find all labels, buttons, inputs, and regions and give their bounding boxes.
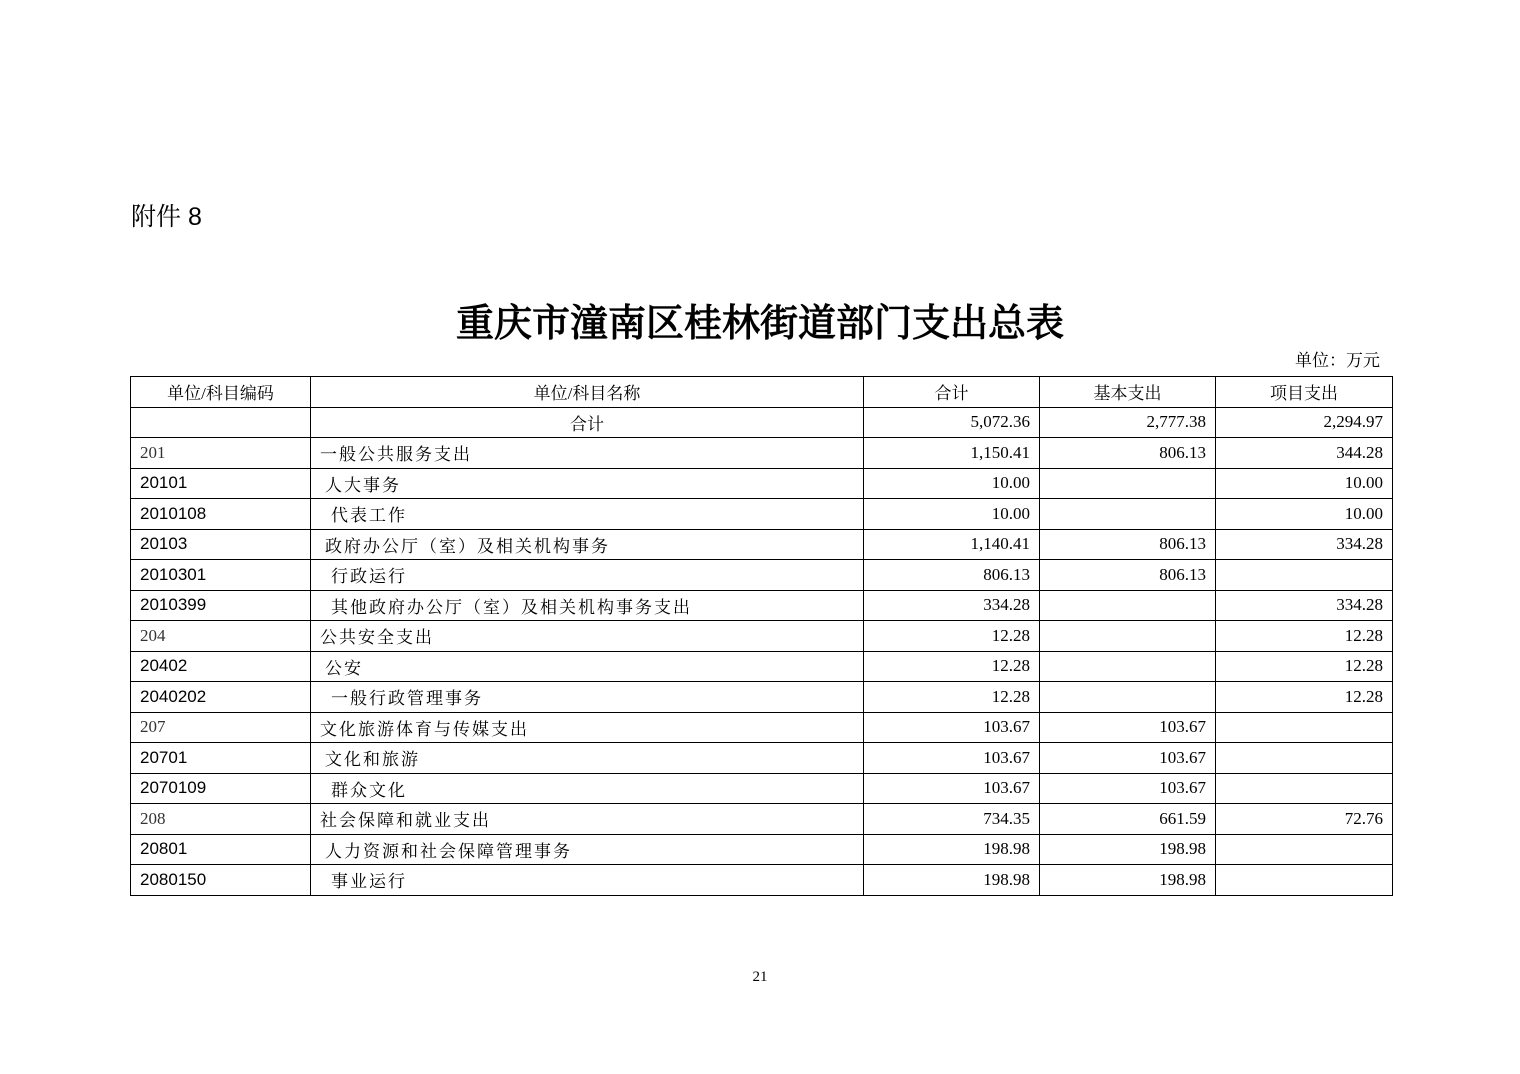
cell-total: 1,150.41 — [864, 438, 1040, 469]
cell-name: 人力资源和社会保障管理事务 — [311, 834, 864, 865]
cell-code: 20701 — [131, 743, 311, 774]
cell-project: 334.28 — [1216, 590, 1393, 621]
cell-basic: 103.67 — [1040, 743, 1216, 774]
cell-project: 2,294.97 — [1216, 407, 1393, 438]
cell-basic — [1040, 468, 1216, 499]
cell-code: 2010301 — [131, 560, 311, 591]
cell-total: 103.67 — [864, 712, 1040, 743]
cell-total: 10.00 — [864, 468, 1040, 499]
cell-project — [1216, 743, 1393, 774]
table-header-row — [131, 377, 1393, 408]
cell-name: 一般公共服务支出 — [311, 438, 864, 469]
cell-total: 103.67 — [864, 773, 1040, 804]
table-row — [131, 834, 1393, 865]
cell-code: 2010399 — [131, 590, 311, 621]
cell-name: 合计 — [311, 407, 864, 438]
cell-code: 2070109 — [131, 773, 311, 804]
cell-code: 201 — [131, 438, 311, 469]
table-row — [131, 621, 1393, 652]
page-title: 重庆市潼南区桂林街道部门支出总表 — [455, 301, 1064, 345]
cell-basic: 2,777.38 — [1040, 407, 1216, 438]
table-row — [131, 438, 1393, 469]
page-number: 21 — [752, 969, 768, 985]
table-row — [131, 773, 1393, 804]
table-row — [131, 468, 1393, 499]
cell-basic — [1040, 651, 1216, 682]
cell-total: 334.28 — [864, 590, 1040, 621]
cell-total: 1,140.41 — [864, 529, 1040, 560]
cell-total: 198.98 — [864, 834, 1040, 865]
cell-code: 20103 — [131, 529, 311, 560]
table-row — [131, 682, 1393, 713]
cell-name: 人大事务 — [311, 468, 864, 499]
table-row — [131, 865, 1393, 896]
cell-name: 公安 — [311, 651, 864, 682]
cell-project: 10.00 — [1216, 499, 1393, 530]
cell-total: 5,072.36 — [864, 407, 1040, 438]
header-total: 合计 — [864, 377, 1040, 408]
cell-code: 204 — [131, 621, 311, 652]
table-row — [131, 743, 1393, 774]
cell-basic — [1040, 590, 1216, 621]
cell-name: 文化旅游体育与传媒支出 — [311, 712, 864, 743]
cell-total: 198.98 — [864, 865, 1040, 896]
unit-label: 单位：万元 — [1295, 351, 1380, 370]
header-project: 项目支出 — [1216, 377, 1393, 408]
cell-code: 208 — [131, 804, 311, 835]
cell-basic — [1040, 682, 1216, 713]
cell-basic: 198.98 — [1040, 834, 1216, 865]
cell-basic: 661.59 — [1040, 804, 1216, 835]
cell-name: 政府办公厅（室）及相关机构事务 — [311, 529, 864, 560]
attachment-label: 附件 8 — [131, 203, 202, 231]
cell-basic: 198.98 — [1040, 865, 1216, 896]
cell-total: 12.28 — [864, 682, 1040, 713]
expenditure-table — [130, 376, 1393, 896]
cell-name: 群众文化 — [311, 773, 864, 804]
cell-basic: 806.13 — [1040, 529, 1216, 560]
cell-code: 20402 — [131, 651, 311, 682]
table-row — [131, 712, 1393, 743]
cell-code: 2080150 — [131, 865, 311, 896]
cell-basic: 103.67 — [1040, 712, 1216, 743]
cell-name: 其他政府办公厅（室）及相关机构事务支出 — [311, 590, 864, 621]
cell-code: 20101 — [131, 468, 311, 499]
cell-project — [1216, 712, 1393, 743]
cell-name: 一般行政管理事务 — [311, 682, 864, 713]
cell-project — [1216, 773, 1393, 804]
table-row — [131, 499, 1393, 530]
cell-total: 12.28 — [864, 621, 1040, 652]
cell-code: 2010108 — [131, 499, 311, 530]
header-basic: 基本支出 — [1040, 377, 1216, 408]
cell-total: 103.67 — [864, 743, 1040, 774]
cell-name: 公共安全支出 — [311, 621, 864, 652]
header-name: 单位/科目名称 — [311, 377, 864, 408]
cell-code — [131, 407, 311, 438]
table-row — [131, 651, 1393, 682]
cell-basic: 103.67 — [1040, 773, 1216, 804]
cell-project — [1216, 560, 1393, 591]
cell-code: 2040202 — [131, 682, 311, 713]
cell-project: 334.28 — [1216, 529, 1393, 560]
cell-name: 事业运行 — [311, 865, 864, 896]
cell-basic: 806.13 — [1040, 438, 1216, 469]
cell-project — [1216, 834, 1393, 865]
cell-project: 12.28 — [1216, 621, 1393, 652]
cell-name: 社会保障和就业支出 — [311, 804, 864, 835]
table-row — [131, 590, 1393, 621]
cell-total: 12.28 — [864, 651, 1040, 682]
table-row — [131, 804, 1393, 835]
cell-project — [1216, 865, 1393, 896]
header-code: 单位/科目编码 — [131, 377, 311, 408]
cell-basic — [1040, 621, 1216, 652]
cell-project: 344.28 — [1216, 438, 1393, 469]
table-row — [131, 529, 1393, 560]
cell-code: 20801 — [131, 834, 311, 865]
cell-project: 12.28 — [1216, 682, 1393, 713]
table-row — [131, 560, 1393, 591]
cell-project: 12.28 — [1216, 651, 1393, 682]
cell-basic: 806.13 — [1040, 560, 1216, 591]
cell-code: 207 — [131, 712, 311, 743]
cell-total: 806.13 — [864, 560, 1040, 591]
cell-project: 72.76 — [1216, 804, 1393, 835]
cell-name: 文化和旅游 — [311, 743, 864, 774]
cell-total: 734.35 — [864, 804, 1040, 835]
cell-name: 行政运行 — [311, 560, 864, 591]
cell-project: 10.00 — [1216, 468, 1393, 499]
cell-basic — [1040, 499, 1216, 530]
cell-total: 10.00 — [864, 499, 1040, 530]
cell-name: 代表工作 — [311, 499, 864, 530]
total-row — [131, 407, 1393, 438]
